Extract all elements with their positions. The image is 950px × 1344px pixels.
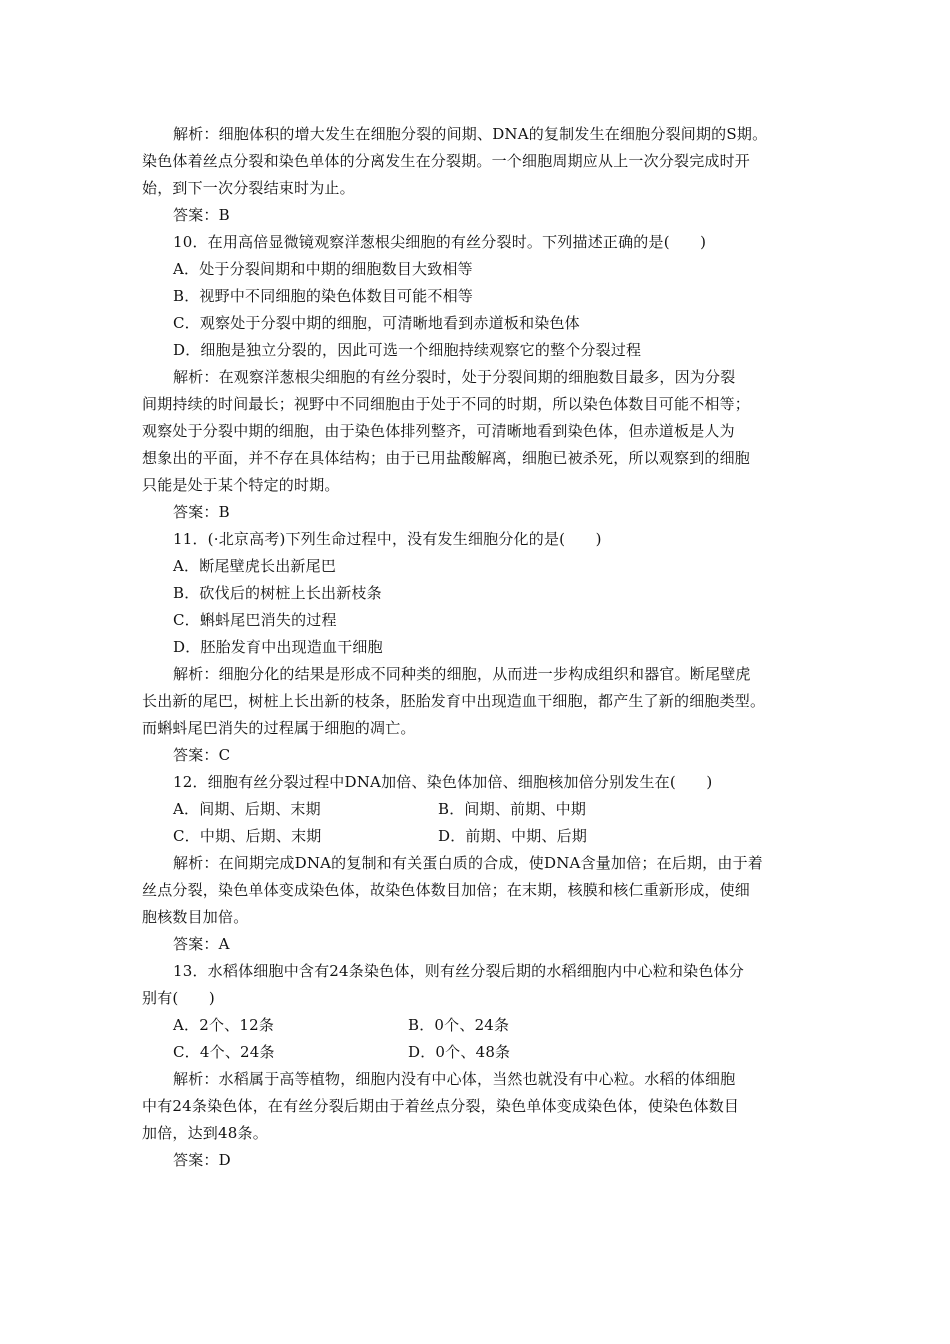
q10-option-c: C．观察处于分裂中期的细胞，可清晰地看到赤道板和染色体 — [173, 314, 580, 332]
q10-analysis-line: 想象出的平面，并不存在具体结构；由于已用盐酸解离，细胞已被杀死，所以观察到的细胞 — [142, 449, 751, 467]
q11-option-b: B．砍伐后的树桩上长出新枝条 — [173, 584, 382, 602]
q13-options-row — [142, 1012, 822, 1039]
q11-option-a: A．断尾壁虎长出新尾巴 — [173, 557, 337, 575]
q11-analysis-line: 解析：细胞分化的结果是形成不同种类的细胞，从而进一步构成组织和器官。断尾壁虎 — [173, 665, 751, 683]
q10-analysis-line: 只能是处于某个特定的时期。 — [142, 476, 340, 494]
q10-analysis-line: 间期持续的时间最长；视野中不同细胞由于处于不同的时期，所以染色体数目可能不相等； — [142, 395, 751, 413]
q12-answer: 答案：A — [173, 935, 230, 953]
q12-option-a: A．间期、后期、末期 — [173, 800, 321, 818]
q12-stem: 12．细胞有丝分裂过程中DNA加倍、染色体加倍、细胞核加倍分别发生在( ) — [173, 773, 713, 791]
q11-stem: 11．(·北京高考)下列生命过程中，没有发生细胞分化的是( ) — [173, 530, 602, 548]
q11-option-c: C．蝌蚪尾巴消失的过程 — [173, 611, 337, 629]
q13-options-row — [142, 1039, 822, 1066]
q11-analysis-line: 长出新的尾巴，树桩上长出新的枝条，胚胎发育中出现造血干细胞，都产生了新的细胞类型。 — [142, 692, 766, 710]
q13-analysis-line: 中有24条染色体，在有丝分裂后期由于着丝点分裂，染色单体变成染色体，使染色体数目 — [142, 1097, 740, 1115]
q10-option-a: A．处于分裂间期和中期的细胞数目大致相等 — [173, 260, 473, 278]
q13-answer: 答案：D — [173, 1151, 231, 1169]
q12-option-c: C．中期、后期、末期 — [173, 827, 322, 845]
q11-analysis-line: 而蝌蚪尾巴消失的过程属于细胞的凋亡。 — [142, 719, 416, 737]
q10-option-b: B．视野中不同细胞的染色体数目可能不相等 — [173, 287, 474, 305]
q12-option-d: D．前期、中期、后期 — [438, 827, 588, 845]
q10-analysis-line: 观察处于分裂中期的细胞，由于染色体排列整齐，可清晰地看到染色体，但赤道板是人为 — [142, 422, 735, 440]
q13-option-d: D．0个、48条 — [408, 1043, 511, 1061]
q13-option-a: A．2个、12条 — [173, 1016, 275, 1034]
q11-option-d: D．胚胎发育中出现造血干细胞 — [173, 638, 383, 656]
q13-stem: 别有( ) — [142, 989, 215, 1007]
q12-analysis-line: 丝点分裂，染色单体变成染色体，故染色体数目加倍；在末期，核膜和核仁重新形成，使细 — [142, 881, 751, 899]
q12-options-row — [142, 823, 822, 850]
q9-analysis-line: 解析：细胞体积的增大发生在细胞分裂的间期、DNA的复制发生在细胞分裂间期的S期。 — [173, 125, 768, 143]
q12-options-row — [142, 796, 822, 823]
q10-analysis-line: 解析：在观察洋葱根尖细胞的有丝分裂时，处于分裂间期的细胞数目最多，因为分裂 — [173, 368, 736, 386]
q13-option-c: C．4个、24条 — [173, 1043, 275, 1061]
q10-option-d: D．细胞是独立分裂的，因此可选一个细胞持续观察它的整个分裂过程 — [173, 341, 642, 359]
q13-stem: 13．水稻体细胞中含有24条染色体，则有丝分裂后期的水稻细胞内中心粒和染色体分 — [173, 962, 744, 980]
q9-analysis-line: 始，到下一次分裂结束时为止。 — [142, 179, 355, 197]
q13-analysis-line: 解析：水稻属于高等植物，细胞内没有中心体，当然也就没有中心粒。水稻的体细胞 — [173, 1070, 736, 1088]
q12-analysis-line: 解析：在间期完成DNA的复制和有关蛋白质的合成，使DNA含量加倍；在后期，由于着 — [173, 854, 763, 872]
q11-answer: 答案：C — [173, 746, 231, 764]
q12-option-b: B．间期、前期、中期 — [438, 800, 587, 818]
q13-analysis-line: 加倍，达到48条。 — [142, 1124, 268, 1142]
q9-answer: 答案：B — [173, 206, 230, 224]
document-body — [142, 121, 822, 1174]
q10-answer: 答案：B — [173, 503, 230, 521]
q12-analysis-line: 胞核数目加倍。 — [142, 908, 249, 926]
q9-analysis-line: 染色体着丝点分裂和染色单体的分离发生在分裂期。一个细胞周期应从上一次分裂完成时开 — [142, 152, 751, 170]
q13-option-b: B．0个、24条 — [408, 1016, 510, 1034]
q10-stem: 10．在用高倍显微镜观察洋葱根尖细胞的有丝分裂时。下列描述正确的是( ) — [173, 233, 707, 251]
